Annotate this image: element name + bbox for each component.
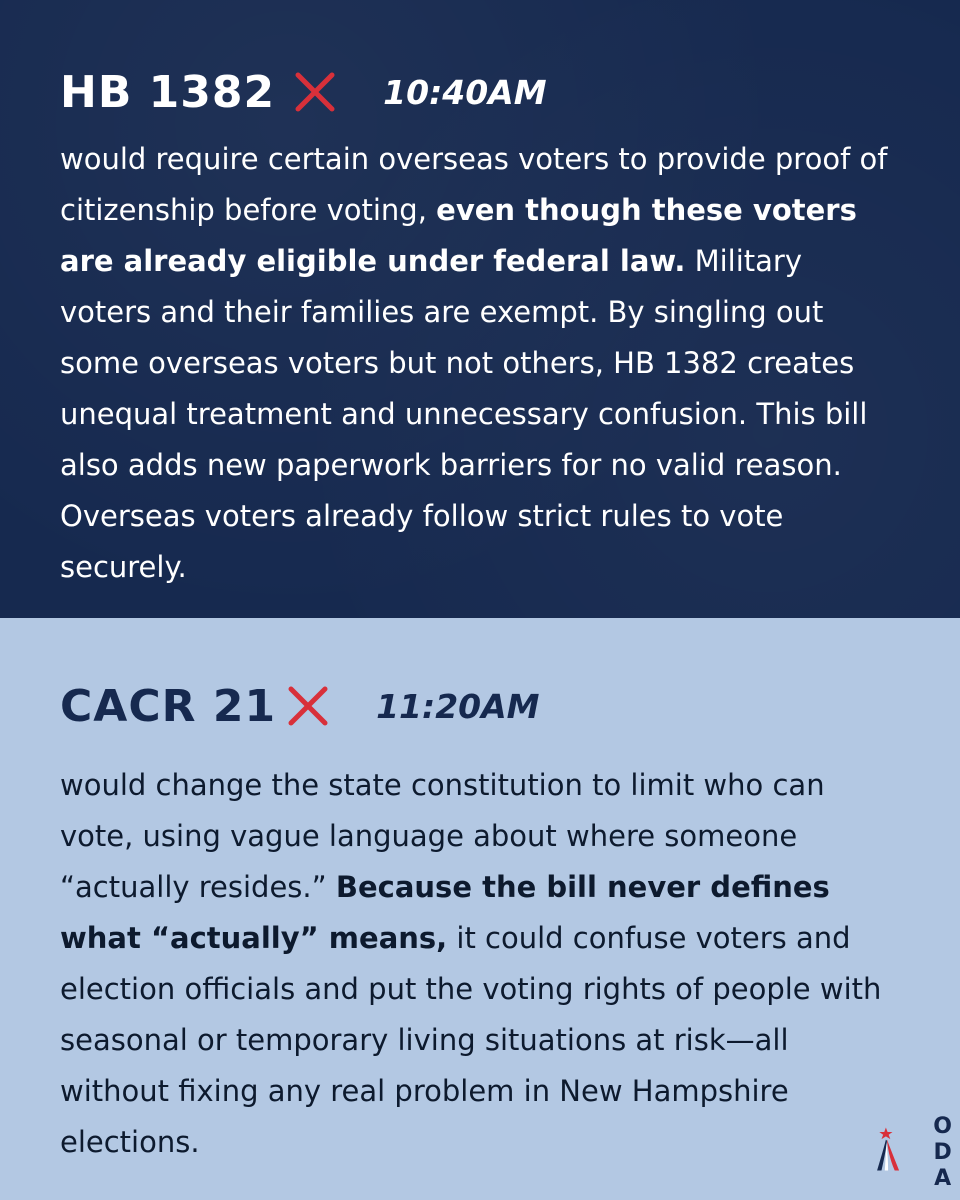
x-mark-icon — [293, 70, 337, 114]
logo-letter: O — [933, 1114, 952, 1139]
oda-star-logo-icon — [876, 1108, 920, 1190]
description-emphasis: even though these voters are already eligible under federal law. — [60, 193, 857, 278]
oda-logo-letters — [933, 1114, 952, 1192]
logo-letter: A — [934, 1166, 952, 1191]
description-text: would require certain overseas voters to provide proof of citizenship before voting, — [60, 142, 888, 227]
hb1382-heading — [60, 60, 900, 124]
cacr21-panel — [0, 618, 960, 1200]
description-text: would change the state constitution to limit who can vote, using vague language about where someone “actually resides.” — [60, 768, 825, 904]
hearing-time: 10:40AM — [383, 72, 547, 112]
bill-number: CACR 21 — [60, 680, 277, 732]
bill-description — [60, 134, 900, 593]
x-mark-icon — [286, 684, 330, 728]
cacr21-heading — [60, 674, 900, 738]
hearing-time: 11:20AM — [376, 686, 540, 726]
logo-letter: D — [933, 1140, 952, 1165]
description-text: Military voters and their families are exempt. By singling out some overseas voters but not others, HB 1382 creates unequal treatment and unnecessary confusion. This bill also adds new paperwork barriers for no valid reason. Overseas voters already follow strict rules to vote securely. — [60, 244, 868, 584]
description-text: it could confuse voters and election officials and put the voting rights of people with seasonal or temporary living situations at risk—all without fixing any real problem in New Hampshire elections. — [60, 921, 882, 1159]
description-emphasis: Because the bill never defines what “actually” means, — [60, 870, 830, 955]
bill-number: HB 1382 — [60, 66, 276, 118]
bill-description — [60, 760, 900, 1168]
